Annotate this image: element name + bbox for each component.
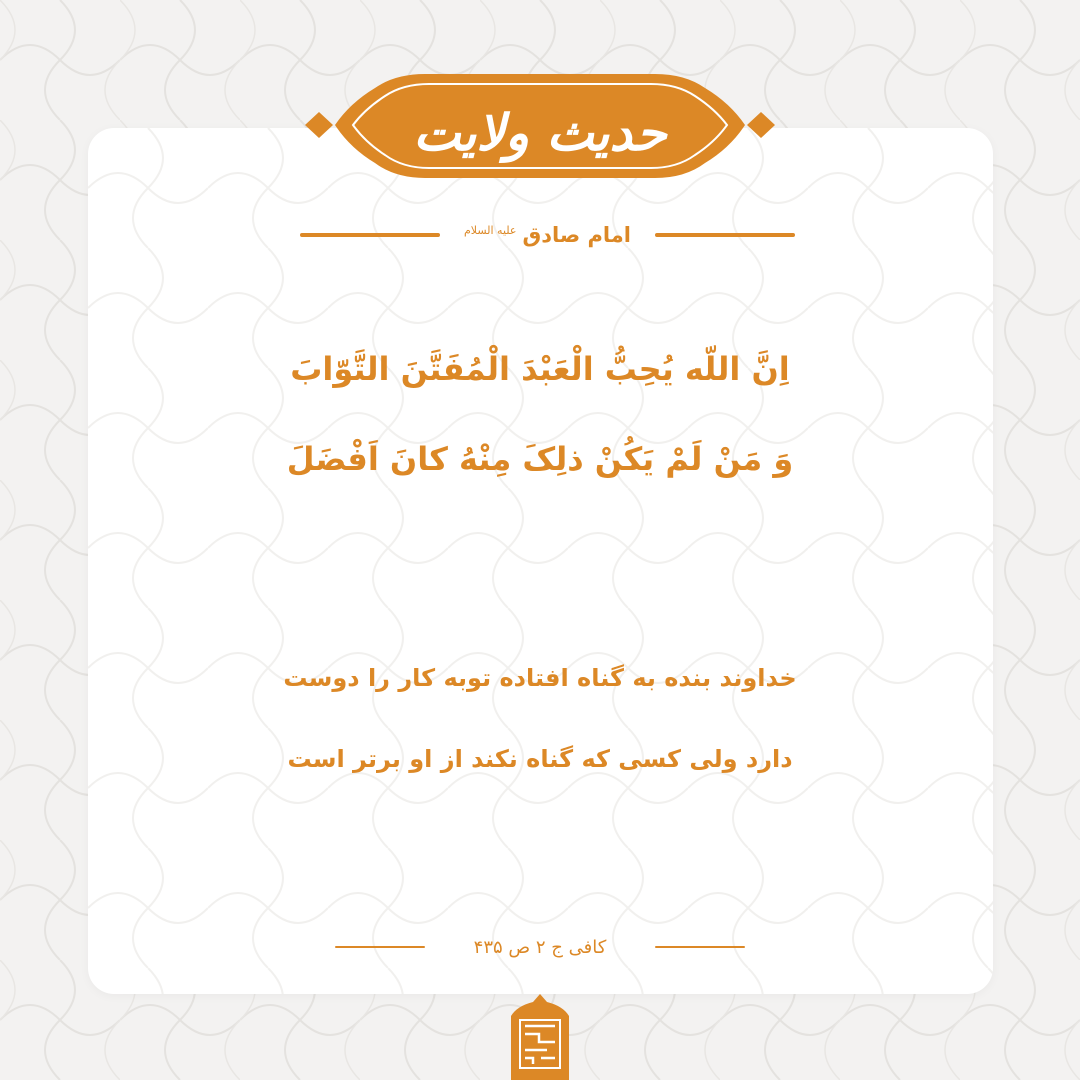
narrator-name: امام صادق xyxy=(522,223,632,247)
narrator-row xyxy=(300,212,795,258)
source-divider-right xyxy=(655,946,745,948)
hadith-arabic-line-1: اِنَّ اللّه یُحِبُّ الْعَبْدَ الْمُفَتَّنَ التَّوّابَ xyxy=(290,350,790,388)
narrator-honorific: علیه السلام xyxy=(463,223,517,237)
header-title: حدیث ولایت xyxy=(413,102,667,162)
seal-logo-icon xyxy=(503,994,577,1080)
hadith-arabic-line-2: وَ مَنْ لَمْ یَکُنْ ذلِکَ مِنْهُ کانَ اَفْضَلَ xyxy=(286,440,794,478)
source-row xyxy=(335,932,745,962)
divider-left xyxy=(300,233,440,237)
source-divider-left xyxy=(335,946,425,948)
source-reference: کافی ج ۲ ص ۴۳۵ xyxy=(473,936,607,958)
divider-right xyxy=(655,233,795,237)
narrator xyxy=(464,223,631,247)
hadith-translation-line-1: خداوند بنده به گناه افتاده توبه کار را دوست xyxy=(283,664,797,692)
hadith-translation-line-2: دارد ولی کسی که گناه نکند از او برتر است xyxy=(287,745,793,773)
